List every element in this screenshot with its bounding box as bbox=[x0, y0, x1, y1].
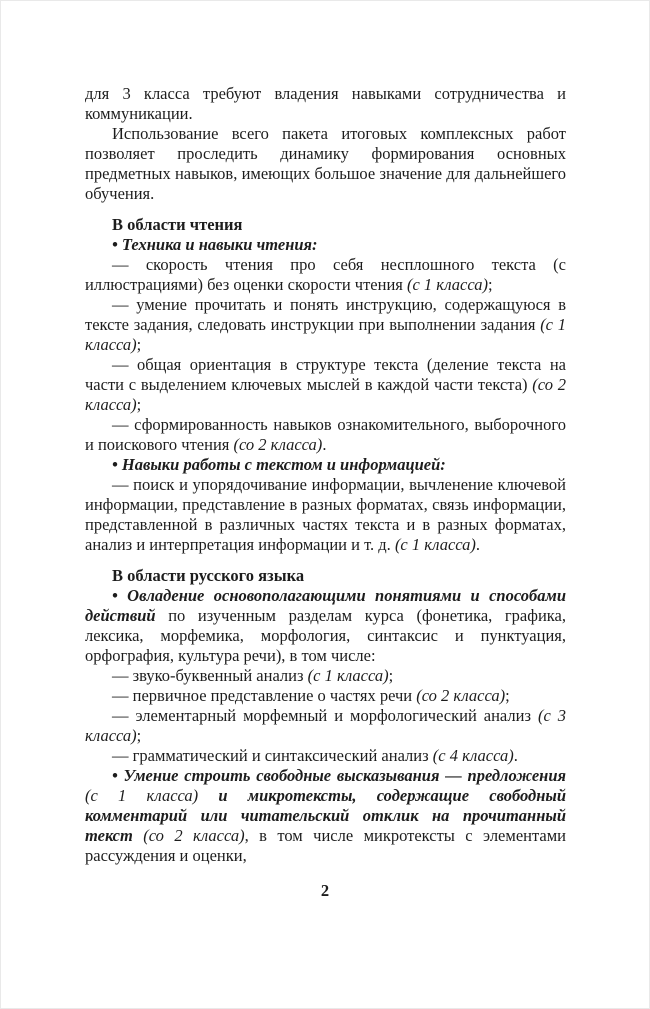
text-run-b: В области чтения bbox=[112, 215, 243, 234]
text-run: ; bbox=[505, 686, 510, 705]
text-run-i: (с 1 класса) bbox=[85, 786, 199, 805]
text-run-i: (со 2 класса) bbox=[143, 826, 245, 845]
text-run: — звуко-буквенный анализ bbox=[112, 666, 308, 685]
text-run-i: (с 1 класса) bbox=[85, 315, 566, 354]
text-run: — умение прочитать и понять инструкцию, содержащуюся в тексте задания, следовать инструкции при выполнении задания bbox=[85, 295, 566, 334]
text-run: ; bbox=[136, 335, 142, 354]
list-item bbox=[85, 255, 566, 295]
text-run-b: В области русского языка bbox=[112, 566, 305, 585]
text-run: ; bbox=[136, 726, 142, 745]
text-run: — общая ориентация в структуре текста (деление текста на части с выделением ключевых мыслей в каждой части текста) bbox=[85, 355, 566, 394]
section-heading-reading bbox=[85, 215, 566, 235]
list-item bbox=[85, 355, 566, 415]
page-footer bbox=[0, 881, 650, 901]
text-run: — грамматический и синтаксический анализ bbox=[112, 746, 433, 765]
text-run: — скорость чтения про себя несплошного текста (с иллюстрациями) без оценки скорости чтения bbox=[85, 255, 566, 294]
text-run-i: (с 1 класса) bbox=[406, 275, 488, 294]
text-run: Использование всего пакета итоговых комплексных работ позволяет проследить динамику формирования основных предметных навыков, имеющих большое значение для дальнейшего обучения. bbox=[85, 124, 566, 203]
text-run-i: (с 1 класса) bbox=[394, 535, 476, 554]
text-run-bi: • Навыки работы с текстом и информацией: bbox=[112, 455, 446, 474]
list-item bbox=[85, 295, 566, 355]
text-run: — поиск и упорядочивание информации, вычленение ключевой информации, представление в разных форматах, связь информации, представленной в различных частях текста и в разных форматах, анализ и интерпретация информации и т. д. bbox=[85, 475, 566, 554]
page-number: 2 bbox=[320, 881, 330, 900]
bullet-paragraph bbox=[85, 586, 566, 666]
bullet-heading bbox=[85, 455, 566, 475]
section-heading-russian bbox=[85, 566, 566, 586]
bullet-paragraph bbox=[85, 766, 566, 866]
text-run: по изученным разделам курса (фонетика, графика, лексика, морфемика, морфология, синтаксис и пунктуация, орфография, культура речи), в том числе: bbox=[85, 606, 566, 665]
text-run: ; bbox=[487, 275, 493, 294]
text-run-bi: • Овладение основополагающими понятиями и способами действий bbox=[85, 586, 566, 625]
list-item bbox=[85, 415, 566, 455]
text-run-bi: и микротексты, содержащие свободный комментарий или читательский отклик на прочитанный текст bbox=[85, 786, 566, 845]
text-run: для 3 класса требуют владения навыками сотрудничества и коммуникации. bbox=[85, 84, 566, 123]
text-run: — сформированность навыков ознакомительного, выборочного и поискового чтения bbox=[85, 415, 566, 454]
list-item bbox=[85, 686, 566, 706]
paragraph bbox=[85, 124, 566, 204]
list-item bbox=[85, 666, 566, 686]
text-run: , в том числе микротексты с элементами рассуждения и оценки, bbox=[85, 826, 566, 865]
text-run: — элементарный морфемный и морфологический анализ bbox=[112, 706, 538, 725]
bullet-heading bbox=[85, 235, 566, 255]
text-run: ; bbox=[388, 666, 394, 685]
text-run-i: (с 4 класса) bbox=[432, 746, 514, 765]
text-run: . bbox=[322, 435, 327, 454]
text-run: . bbox=[513, 746, 518, 765]
text-run-i: (с 3 класса) bbox=[85, 706, 566, 745]
paragraph-continuation bbox=[85, 84, 566, 124]
text-run-i: (с 1 класса) bbox=[307, 666, 389, 685]
text-run: — первичное представление о частях речи bbox=[112, 686, 417, 705]
text-run-bi: • Техника и навыки чтения: bbox=[112, 235, 318, 254]
list-item bbox=[85, 706, 566, 746]
text-run-i: (со 2 класса) bbox=[416, 686, 506, 705]
list-item bbox=[85, 746, 566, 766]
text-run: ; bbox=[136, 395, 142, 414]
text-run-i: (со 2 класса) bbox=[233, 435, 323, 454]
list-item bbox=[85, 475, 566, 555]
text-run-bi: • Умение строить свободные высказывания — предложения bbox=[112, 766, 566, 785]
text-run: . bbox=[475, 535, 481, 554]
text-run-i: (со 2 класса) bbox=[85, 375, 566, 414]
